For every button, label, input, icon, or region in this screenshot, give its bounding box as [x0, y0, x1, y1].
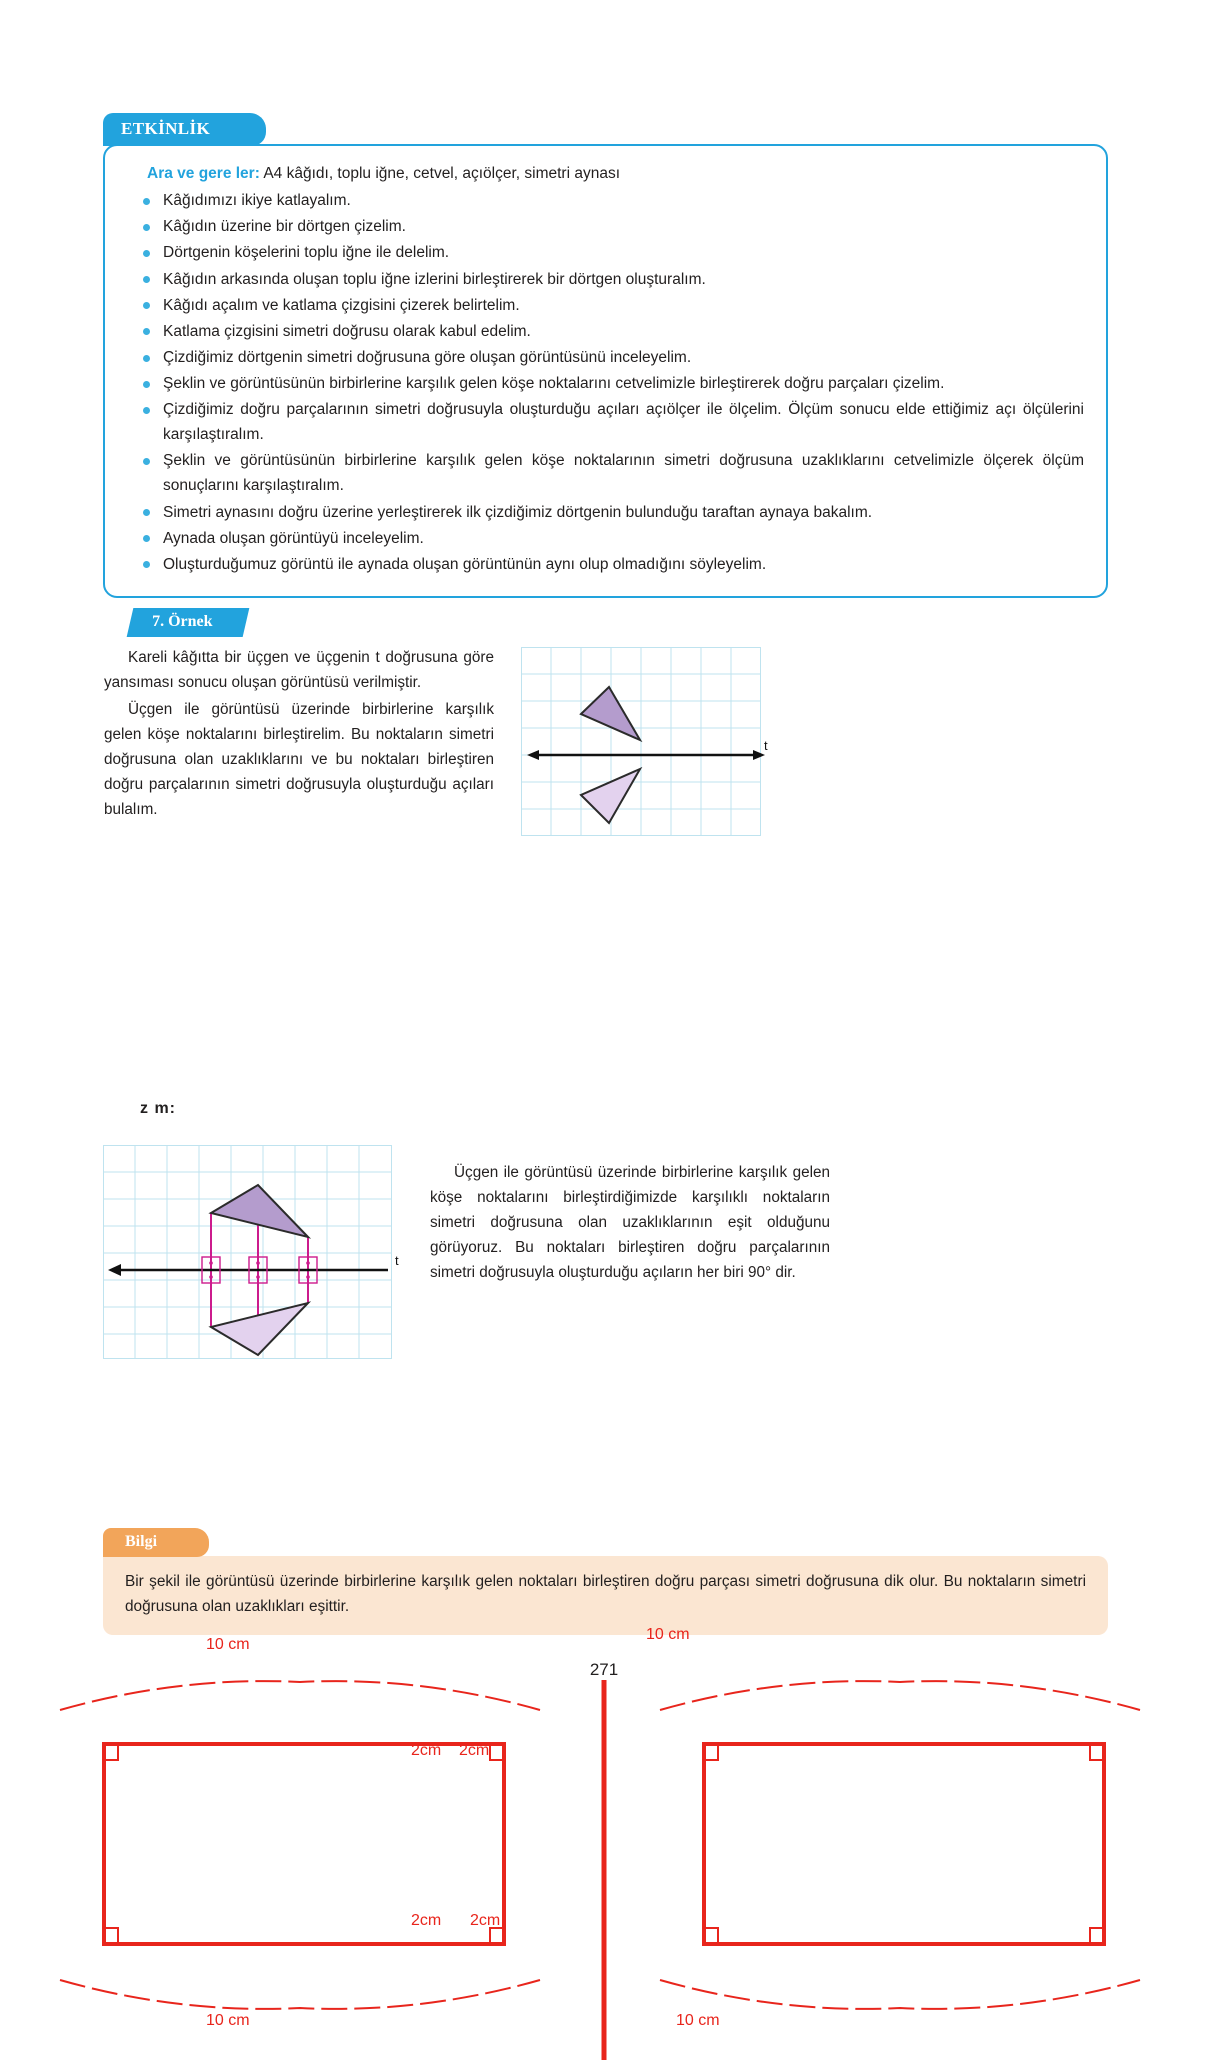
right-top-brace	[660, 1681, 1140, 1710]
right-bottom-length-label: 10 cm	[676, 2012, 720, 2029]
example-figure-2	[103, 1145, 403, 1365]
activity-step: Kâğıdımızı ikiye katlayalım.	[127, 188, 1084, 213]
activity-section	[103, 113, 1108, 598]
activity-step: Katlama çizgisini simetri doğrusu olarak kabul edelim.	[127, 319, 1084, 344]
activity-step: Çizdiğimiz doğru parçalarının simetri doğrusuyla oluşturduğu açıları açıölçer ile ölçelim. Ölçüm sonucu elde ettiğimiz açı ölçülerini karşılaştıralım.	[127, 397, 1084, 447]
reflection-grid-svg	[521, 647, 769, 837]
activity-step: Aynada oluşan görüntüyü inceleyelim.	[127, 526, 1084, 551]
left-bottom-length-label: 10 cm	[206, 2012, 250, 2029]
info-tab-label: Bilgi	[103, 1528, 197, 1557]
solution-paragraph: Üçgen ile görüntüsü üzerinde birbirlerine karşılık gelen köşe noktalarını birleştirdiğimizde karşılıklı noktaların simetri doğrusuna olan uzaklıklarının eşit olduğunu görüyoruz. Bu noktaları birleştiren doğru parçalarının simetri doğrusuyla oluşturduğu açıların her biri 90° dir.	[430, 1164, 830, 1282]
left-top-brace	[60, 1681, 540, 1710]
example-paragraph-2: Üçgen ile görüntüsü üzerinde birbirlerine karşılık gelen köşe noktalarını birleştirelim. Bu noktaların simetri doğrusuna olan uzaklıklarını ve bu noktaları birleştiren doğru parçalarının simetri doğrusuyla oluşturduğu açıları bulalım.	[104, 701, 494, 819]
solution-text-block	[430, 1160, 830, 1285]
activity-step: Kâğıdı açalım ve katlama çizgisini çizerek belirtelim.	[127, 293, 1084, 318]
right-upper-gap-label: 2cm	[459, 1742, 490, 1759]
activity-step: Çizdiğimiz dörtgenin simetri doğrusuna göre oluşan görüntüsünü inceleyelim.	[127, 345, 1084, 370]
left-bottom-brace	[60, 1980, 540, 2009]
activity-step: Kâğıdın arkasında oluşan toplu iğne izlerini birleştirerek bir dörtgen oluşturalım.	[127, 267, 1084, 292]
left-rectangle	[104, 1744, 504, 1944]
activity-tools-value: A4 kâğıdı, toplu iğne, cetvel, açıölçer, simetri aynası	[263, 165, 621, 182]
example-tab	[127, 608, 250, 637]
activity-step: Oluşturduğumuz görüntü ile aynada oluşan görüntünün aynı olup olmadığını söyleyelim.	[127, 552, 1084, 577]
activity-step: Şeklin ve görüntüsünün birbirlerine karşılık gelen köşe noktalarının simetri doğrusuna uzaklıklarını cetvelimizle ölçerek ölçüm sonuçlarını karşılaştıralım.	[127, 448, 1084, 498]
right-lower-gap-label: 2cm	[470, 1912, 501, 1929]
right-corner-marks	[704, 1744, 1104, 1944]
info-section	[103, 1528, 1108, 1635]
activity-tab-label: ETKİNLİK	[103, 113, 252, 146]
example-figure-1	[521, 647, 769, 842]
left-corner-marks	[104, 1744, 504, 1944]
info-box-text: Bir şekil ile görüntüsü üzerinde birbirlerine karşılık gelen noktaları birleştiren doğru parçası simetri doğrusuna dik olur. Bu noktaların simetri doğrusuna olan uzaklıkları eşittir.	[103, 1556, 1108, 1635]
solution-label: z m:	[140, 1100, 176, 1117]
solution-grid-svg	[103, 1145, 403, 1360]
activity-tools-label: Ara ve gere ler:	[147, 165, 260, 182]
left-upper-gap-label: 2cm	[411, 1742, 442, 1759]
right-top-length-label: 10 cm	[646, 1626, 690, 1643]
activity-step: Simetri aynasını doğru üzerine yerleştirerek ilk çizdiğimiz dörtgenin bulunduğu taraftan aynaya bakalım.	[127, 500, 1084, 525]
activity-tools-line	[147, 162, 1084, 185]
activity-step: Kâğıdın üzerine bir dörtgen çizelim.	[127, 214, 1084, 239]
bottom-diagram-svg	[0, 1680, 1208, 2060]
left-top-length-label: 10 cm	[206, 1636, 250, 1653]
axis-label-t: t	[764, 738, 768, 753]
example-tab-label: 7. Örnek	[152, 613, 213, 630]
page-number: 271	[589, 1660, 619, 1679]
axis-label-t: t	[395, 1253, 399, 1268]
example-paragraph-1: Kareli kâğıtta bir üçgen ve üçgenin t doğrusuna göre yansıması sonucu oluşan görüntüsü verilmiştir.	[104, 649, 494, 692]
activity-box	[103, 144, 1108, 598]
right-bottom-brace	[660, 1980, 1140, 2009]
left-lower-gap-label: 2cm	[411, 1912, 442, 1929]
activity-step-list	[127, 188, 1084, 577]
right-rectangle	[704, 1744, 1104, 1944]
activity-step: Şeklin ve görüntüsünün birbirlerine karşılık gelen köşe noktalarını cetvelimizle birleştirerek doğru parçaları çizelim.	[127, 371, 1084, 396]
example-text-block	[104, 645, 494, 823]
activity-step: Dörtgenin köşelerini toplu iğne ile delelim.	[127, 240, 1084, 265]
